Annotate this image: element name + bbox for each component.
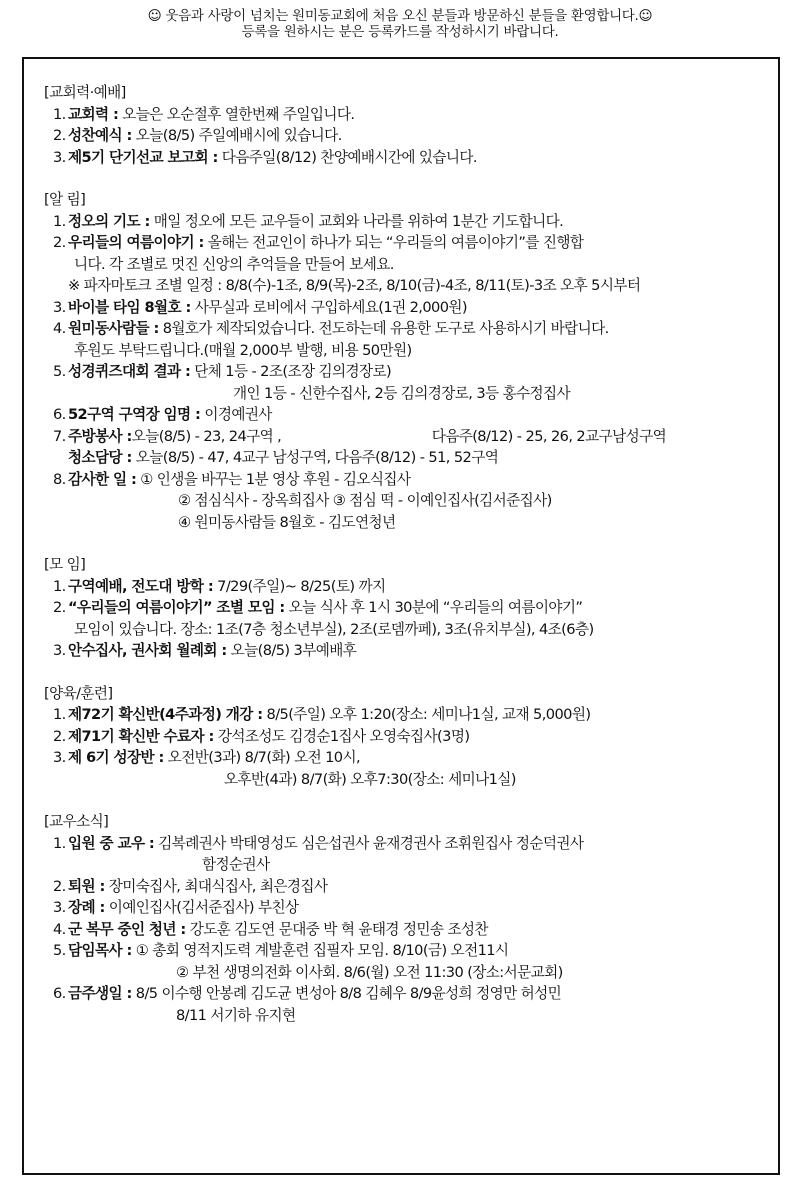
item-label: 안수집사, 권사회 월례회 : (68, 642, 227, 659)
item-label: 제71기 확신반 수료자 : (68, 727, 214, 745)
item-label: 제72기 확신반(4주과정) 개강 : (68, 706, 263, 723)
item-number: 1. (53, 577, 66, 595)
item-continuation: 개인 1등 - 신한수집사, 2등 김의경장로, 3등 홍수정집사 (233, 384, 571, 402)
item-number: 3. (53, 148, 66, 166)
item-label: 군 복무 중인 청년 : (68, 920, 186, 938)
item-label: 담임목사 : (68, 942, 132, 959)
item-number: 4. (53, 320, 66, 337)
item-continuation: 후원도 부탁드립니다.(매월 2,000부 발행, 비용 50만원) (74, 341, 412, 359)
list-item (48, 726, 768, 748)
item-text: 올해는 전교인이 하나가 되는 “우리들의 여름이야기”를 진행합 (203, 234, 584, 251)
list-item (48, 876, 768, 898)
item-continuation: 함정순권사 (202, 856, 270, 873)
item-text: 단체 1등 - 2조(조장 김의경장로) (190, 363, 392, 380)
item-text: 오늘(8/5) - 23, 24구역 , (131, 427, 282, 445)
registration-line: 등록을 원하시는 분은 등록카드를 작성하시기 바랍니다. (241, 24, 559, 40)
item-label: 입원 중 교우 : (68, 834, 155, 852)
item-text: 오늘(8/5) - 47, 4교구 남성구역, 다음주(8/12) - 51, 52구역 (131, 449, 499, 466)
item-number: 3. (53, 749, 66, 766)
section-title: [교우소식] (44, 813, 109, 830)
list-item (48, 104, 768, 126)
section-meetings (44, 554, 768, 662)
list-item (48, 469, 768, 491)
item-text: 8월호가 제작되었습니다. 전도하는데 유용한 도구로 사용하시기 바랍니다. (158, 320, 609, 337)
item-number: 3. (53, 899, 66, 916)
item-text: 다음주일(8/12) 찬양예배시간에 있습니다. (217, 148, 477, 166)
list-item (48, 704, 768, 726)
item-continuation: 모임이 있습니다. 장소: 1조(7층 청소년부실), 2조(로뎀까페), 3조(유치부실), 4조(6층) (74, 620, 594, 638)
list-item (48, 640, 768, 662)
item-continuation: 오후반(4과) 8/7(화) 오후7:30(장소: 세미나1실) (224, 770, 516, 788)
item-label: 교회력 : (68, 105, 119, 123)
list-item (48, 919, 768, 941)
item-number: 6. (53, 985, 66, 1002)
item-label: 금주생일 : (68, 985, 132, 1002)
section-title: [교회력·예배] (44, 84, 126, 101)
item-number: 1. (53, 706, 66, 723)
list-item (48, 983, 768, 1005)
item-number: 2. (53, 599, 66, 616)
item-number: 3. (53, 298, 66, 316)
item-number: 2. (53, 127, 66, 144)
item-continuation: ④ 원미동사람들 8월호 - 김도연청년 (178, 513, 396, 531)
item-text: 김복례권사 박태영성도 심은섭권사 윤재경권사 조휘원집사 정순덕권사 (154, 834, 584, 852)
list-item (48, 404, 768, 426)
list-item (48, 361, 768, 383)
item-label: 퇴원 : (68, 877, 105, 895)
item-text: 오늘(8/5) 주일예배시에 있습니다. (131, 127, 342, 144)
item-text: 8/5 이수행 안봉례 김도균 변성아 8/8 김혜우 8/9윤성희 정영만 허성민 (131, 985, 562, 1002)
item-text: 오늘 식사 후 1시 30분에 “우리들의 여름이야기” (284, 599, 583, 616)
item-label: 52구역 구역장 임명 : (68, 406, 201, 423)
item-text: 이경예권사 (200, 406, 272, 423)
section-title: [양육/훈련] (44, 684, 113, 702)
item-label: 제5기 단기선교 보고회 : (68, 148, 218, 166)
item-text: 강도훈 김도연 문대중 박 혁 윤태경 정민송 조성찬 (185, 920, 488, 938)
item-number: 5. (53, 942, 66, 959)
item-label: 우리들의 여름이야기 : (68, 234, 204, 251)
item-number: 5. (53, 363, 66, 380)
item-label: “우리들의 여름이야기” 조별 모임 : (68, 599, 285, 616)
item-text: 오늘은 오순절후 열한번째 주일입니다. (118, 105, 355, 123)
list-item (48, 211, 768, 233)
item-label: 청소담당 : (68, 449, 132, 466)
item-text: 다음주(8/12) - 25, 26, 2교구남성구역 (431, 427, 667, 445)
section-title: [모 임] (44, 556, 86, 573)
item-text: 장미숙집사, 최대식집사, 최은경집사 (104, 877, 328, 895)
list-item (48, 833, 768, 855)
item-label: 원미동사람들 : (68, 320, 159, 337)
item-text: 강석조성도 김경순1집사 오영숙집사(3명) (213, 727, 470, 745)
item-number: 2. (53, 877, 66, 895)
item-label: 성찬예식 : (68, 127, 132, 144)
item-label: 구역예배, 전도대 방학 : (68, 577, 214, 595)
list-item (48, 232, 768, 254)
item-text: 이예인집사(김서준집사) 부친상 (104, 899, 299, 916)
item-continuation: ② 점심식사 - 장옥희집사 ③ 점심 떡 - 이예인집사(김서준집사) (178, 492, 552, 509)
item-text: 매일 정오에 모든 교우들이 교회와 나라를 위하여 1분간 기도합니다. (149, 212, 564, 230)
item-label: 감사한 일 : (68, 470, 137, 488)
item-number: 1. (53, 105, 66, 123)
list-item (48, 897, 768, 919)
bulletin-frame (22, 57, 780, 1175)
list-item (48, 576, 768, 598)
list-item (48, 426, 768, 448)
item-label: 주방봉사 : (68, 427, 132, 445)
welcome-header (0, 8, 800, 40)
list-item (48, 447, 768, 469)
item-continuation: 니다. 각 조별로 멋진 신앙의 추억들을 만들어 보세요. (74, 255, 394, 273)
item-number: 1. (53, 212, 66, 230)
item-label: 바이블 타임 8월호 : (68, 298, 191, 316)
section-member-news (44, 811, 768, 1026)
item-number: 7. (53, 427, 66, 445)
item-number: 8. (53, 470, 66, 488)
list-item (48, 597, 768, 619)
item-label: 성경퀴즈대회 결과 : (68, 363, 191, 380)
item-label: 정오의 기도 : (68, 212, 150, 230)
item-text: 8/5(주일) 오후 1:20(장소: 세미나1실, 교재 5,000원) (262, 706, 591, 723)
item-label: 제 6기 성장반 : (68, 749, 164, 766)
item-number: 2. (53, 727, 66, 745)
section-announcements (44, 189, 768, 533)
item-text: 사무실과 로비에서 구입하세요(1권 2,000원) (190, 298, 467, 316)
item-number: 1. (53, 834, 66, 852)
list-item (48, 318, 768, 340)
item-continuation: 8/11 서기하 유지현 (176, 1006, 296, 1024)
item-number: 2. (53, 234, 66, 251)
item-text: 오전반(3과) 8/7(화) 오전 10시, (163, 749, 361, 766)
item-continuation: ② 부천 생명의전화 이사회. 8/6(월) 오전 11:30 (장소:서문교회) (176, 963, 563, 981)
section-title: [알 림] (44, 191, 86, 208)
item-text: ① 총회 영적지도력 계발훈련 집필자 모임. 8/10(금) 오전11시 (131, 942, 509, 959)
list-item (48, 147, 768, 169)
list-item (48, 940, 768, 962)
item-number: 4. (53, 920, 66, 938)
bulletin-content (44, 82, 768, 1047)
item-label: 장례 : (68, 899, 105, 916)
section-training (44, 683, 768, 791)
item-note: ※ 파자마토크 조별 일정 : 8/8(수)-1조, 8/9(목)-2조, 8/10(금)-4조, 8/11(토)-3조 오후 5시부터 (68, 277, 641, 294)
list-item (48, 297, 768, 319)
item-text: 7/29(주일)~ 8/25(토) 까지 (213, 577, 386, 595)
item-text: ① 인생을 바꾸는 1분 영상 후원 - 김오식집사 (136, 470, 411, 488)
welcome-line: ☺ 웃음과 사랑이 넘치는 원미동교회에 처음 오신 분들과 방문하신 분들을 환영합니다.☺ (147, 8, 653, 24)
item-text: 오늘(8/5) 3부예배후 (226, 642, 357, 659)
section-church-calendar (44, 82, 768, 168)
list-item (48, 125, 768, 147)
list-item (48, 747, 768, 769)
item-number: 6. (53, 406, 66, 423)
item-number: 3. (53, 642, 66, 659)
